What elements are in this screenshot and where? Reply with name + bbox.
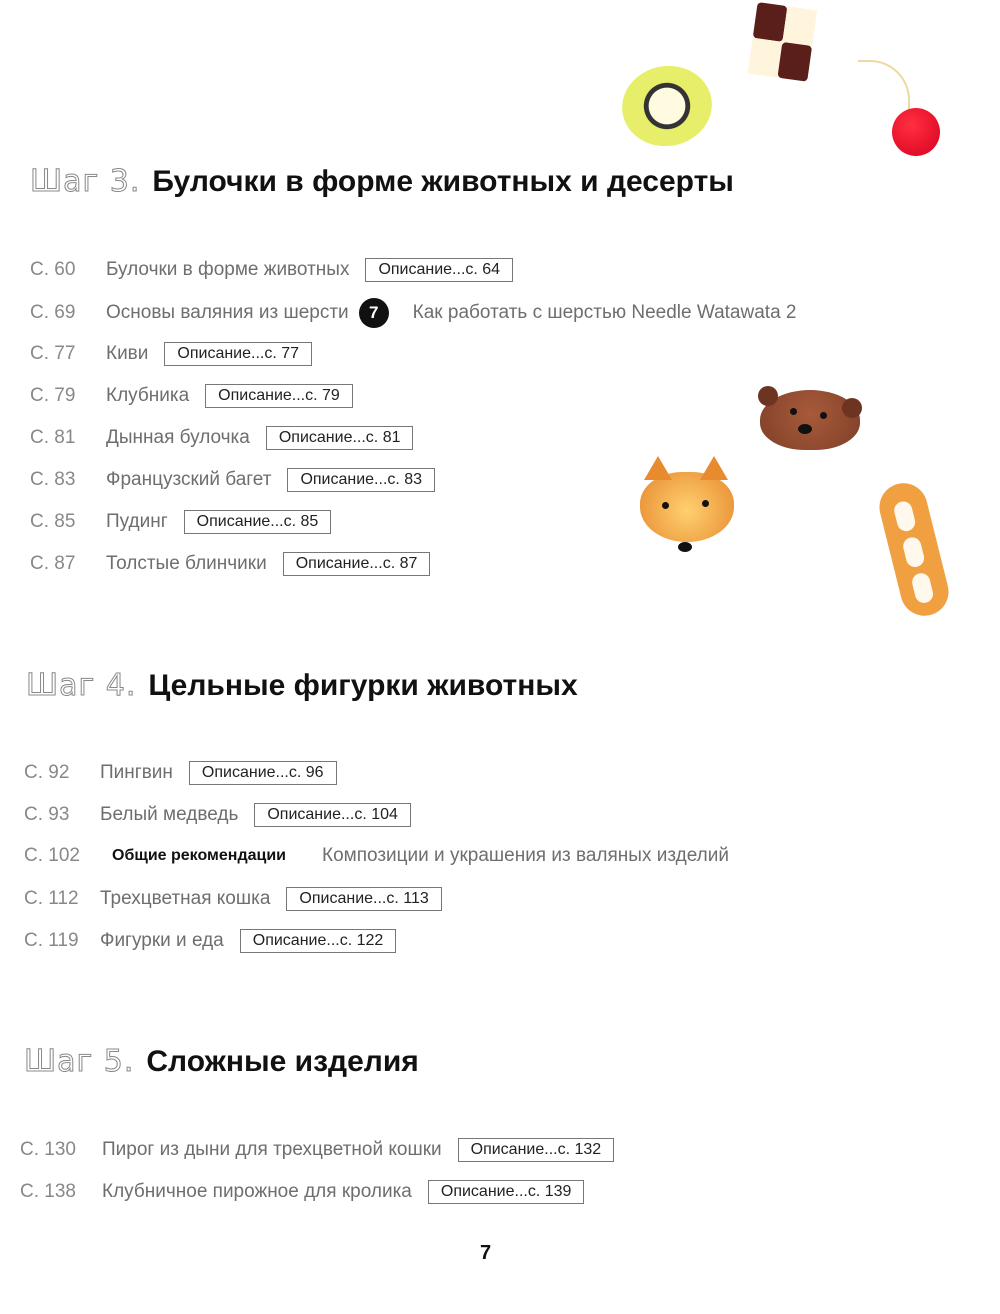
toc-row[interactable] [20, 1138, 614, 1162]
baguette-icon [874, 478, 953, 621]
item-title: Французский багет [106, 469, 272, 490]
section-title: Цельные фигурки животных [148, 669, 578, 702]
item-title: Булочки в форме животных [106, 259, 350, 280]
page-ref: С. 81 [30, 427, 76, 448]
section-heading-step5 [24, 1044, 419, 1079]
description-ref-box[interactable]: Описание...с. 139 [428, 1180, 585, 1204]
item-title: Пирог из дыни для трехцветной кошки [102, 1139, 442, 1160]
page-ref: С. 138 [20, 1181, 76, 1202]
page-ref: С. 79 [30, 385, 76, 406]
description-ref-box[interactable]: Описание...с. 132 [458, 1138, 615, 1162]
item-title: Толстые блинчики [106, 553, 267, 574]
toc-row[interactable] [30, 426, 413, 450]
item-title: Киви [106, 343, 149, 364]
toc-row[interactable] [30, 510, 331, 534]
item-title: Пингвин [100, 762, 173, 783]
section-heading-step4 [26, 668, 578, 703]
page-ref: С. 83 [30, 469, 76, 490]
item-title: Трехцветная кошка [100, 888, 271, 909]
item-extra-text: Как работать с шерстью Needle Watawata 2 [412, 302, 797, 323]
page-ref: С. 69 [30, 302, 76, 323]
description-ref-box[interactable]: Описание...с. 83 [287, 468, 435, 492]
item-title: Клубника [106, 385, 190, 406]
checker-cookie-icon [747, 2, 819, 88]
description-ref-box[interactable]: Описание...с. 77 [164, 342, 312, 366]
toc-row[interactable] [24, 929, 396, 953]
bear-bun-icon [760, 390, 860, 450]
kiwi-icon [616, 59, 719, 153]
item-extra-text: Композиции и украшения из валяных изделий [322, 845, 729, 866]
toc-row[interactable] [30, 384, 353, 408]
toc-row[interactable] [24, 761, 337, 785]
description-ref-box[interactable]: Описание...с. 79 [205, 384, 353, 408]
description-ref-box[interactable]: Описание...с. 96 [189, 761, 337, 785]
page-ref: С. 119 [24, 930, 79, 951]
section-title: Сложные изделия [146, 1045, 419, 1078]
toc-row[interactable] [30, 468, 435, 492]
description-ref-box[interactable]: Описание...с. 104 [254, 803, 411, 827]
page-ref: С. 93 [24, 804, 70, 825]
toc-row[interactable] [30, 342, 312, 366]
section-title: Булочки в форме животных и десерты [152, 165, 734, 198]
section-heading-step3 [30, 164, 734, 199]
toc-row[interactable] [24, 845, 745, 867]
description-ref-box[interactable]: Описание...с. 85 [184, 510, 332, 534]
cherry-stem-icon [858, 60, 910, 118]
item-title: Фигурки и еда [100, 930, 224, 951]
description-ref-box[interactable]: Описание...с. 81 [266, 426, 414, 450]
toc-row[interactable] [24, 803, 411, 827]
toc-row[interactable] [20, 1180, 584, 1204]
page-ref: С. 77 [30, 343, 76, 364]
page-number: 7 [480, 1242, 492, 1264]
description-ref-box[interactable]: Описание...с. 113 [286, 887, 441, 911]
toc-row[interactable] [24, 887, 442, 911]
general-recommendations-label: Общие рекомендации [112, 847, 286, 864]
toc-row[interactable] [30, 552, 430, 576]
description-ref-box[interactable]: Описание...с. 87 [283, 552, 431, 576]
step-prefix: Шаг 5. [24, 1044, 135, 1079]
item-title: Основы валяния из шерсти [106, 302, 349, 323]
number-badge: 7 [359, 298, 389, 328]
item-title: Белый медведь [100, 804, 239, 825]
item-title: Дынная булочка [106, 427, 250, 448]
page-ref: С. 102 [24, 845, 80, 866]
page-ref: С. 92 [24, 762, 70, 783]
shiba-bun-icon [640, 472, 734, 542]
step-prefix: Шаг 4. [26, 668, 137, 703]
page-ref: С. 112 [24, 888, 79, 909]
page-ref: С. 130 [20, 1139, 76, 1160]
step-prefix: Шаг 3. [30, 164, 141, 199]
page-ref: С. 60 [30, 259, 76, 280]
toc-row[interactable] [30, 298, 812, 328]
description-ref-box[interactable]: Описание...с. 64 [365, 258, 513, 282]
page-ref: С. 85 [30, 511, 76, 532]
page-ref: С. 87 [30, 553, 76, 574]
toc-row[interactable] [30, 258, 513, 282]
cherry-icon [892, 108, 940, 156]
description-ref-box[interactable]: Описание...с. 122 [240, 929, 397, 953]
item-title: Пудинг [106, 511, 168, 532]
item-title: Клубничное пирожное для кролика [102, 1181, 412, 1202]
